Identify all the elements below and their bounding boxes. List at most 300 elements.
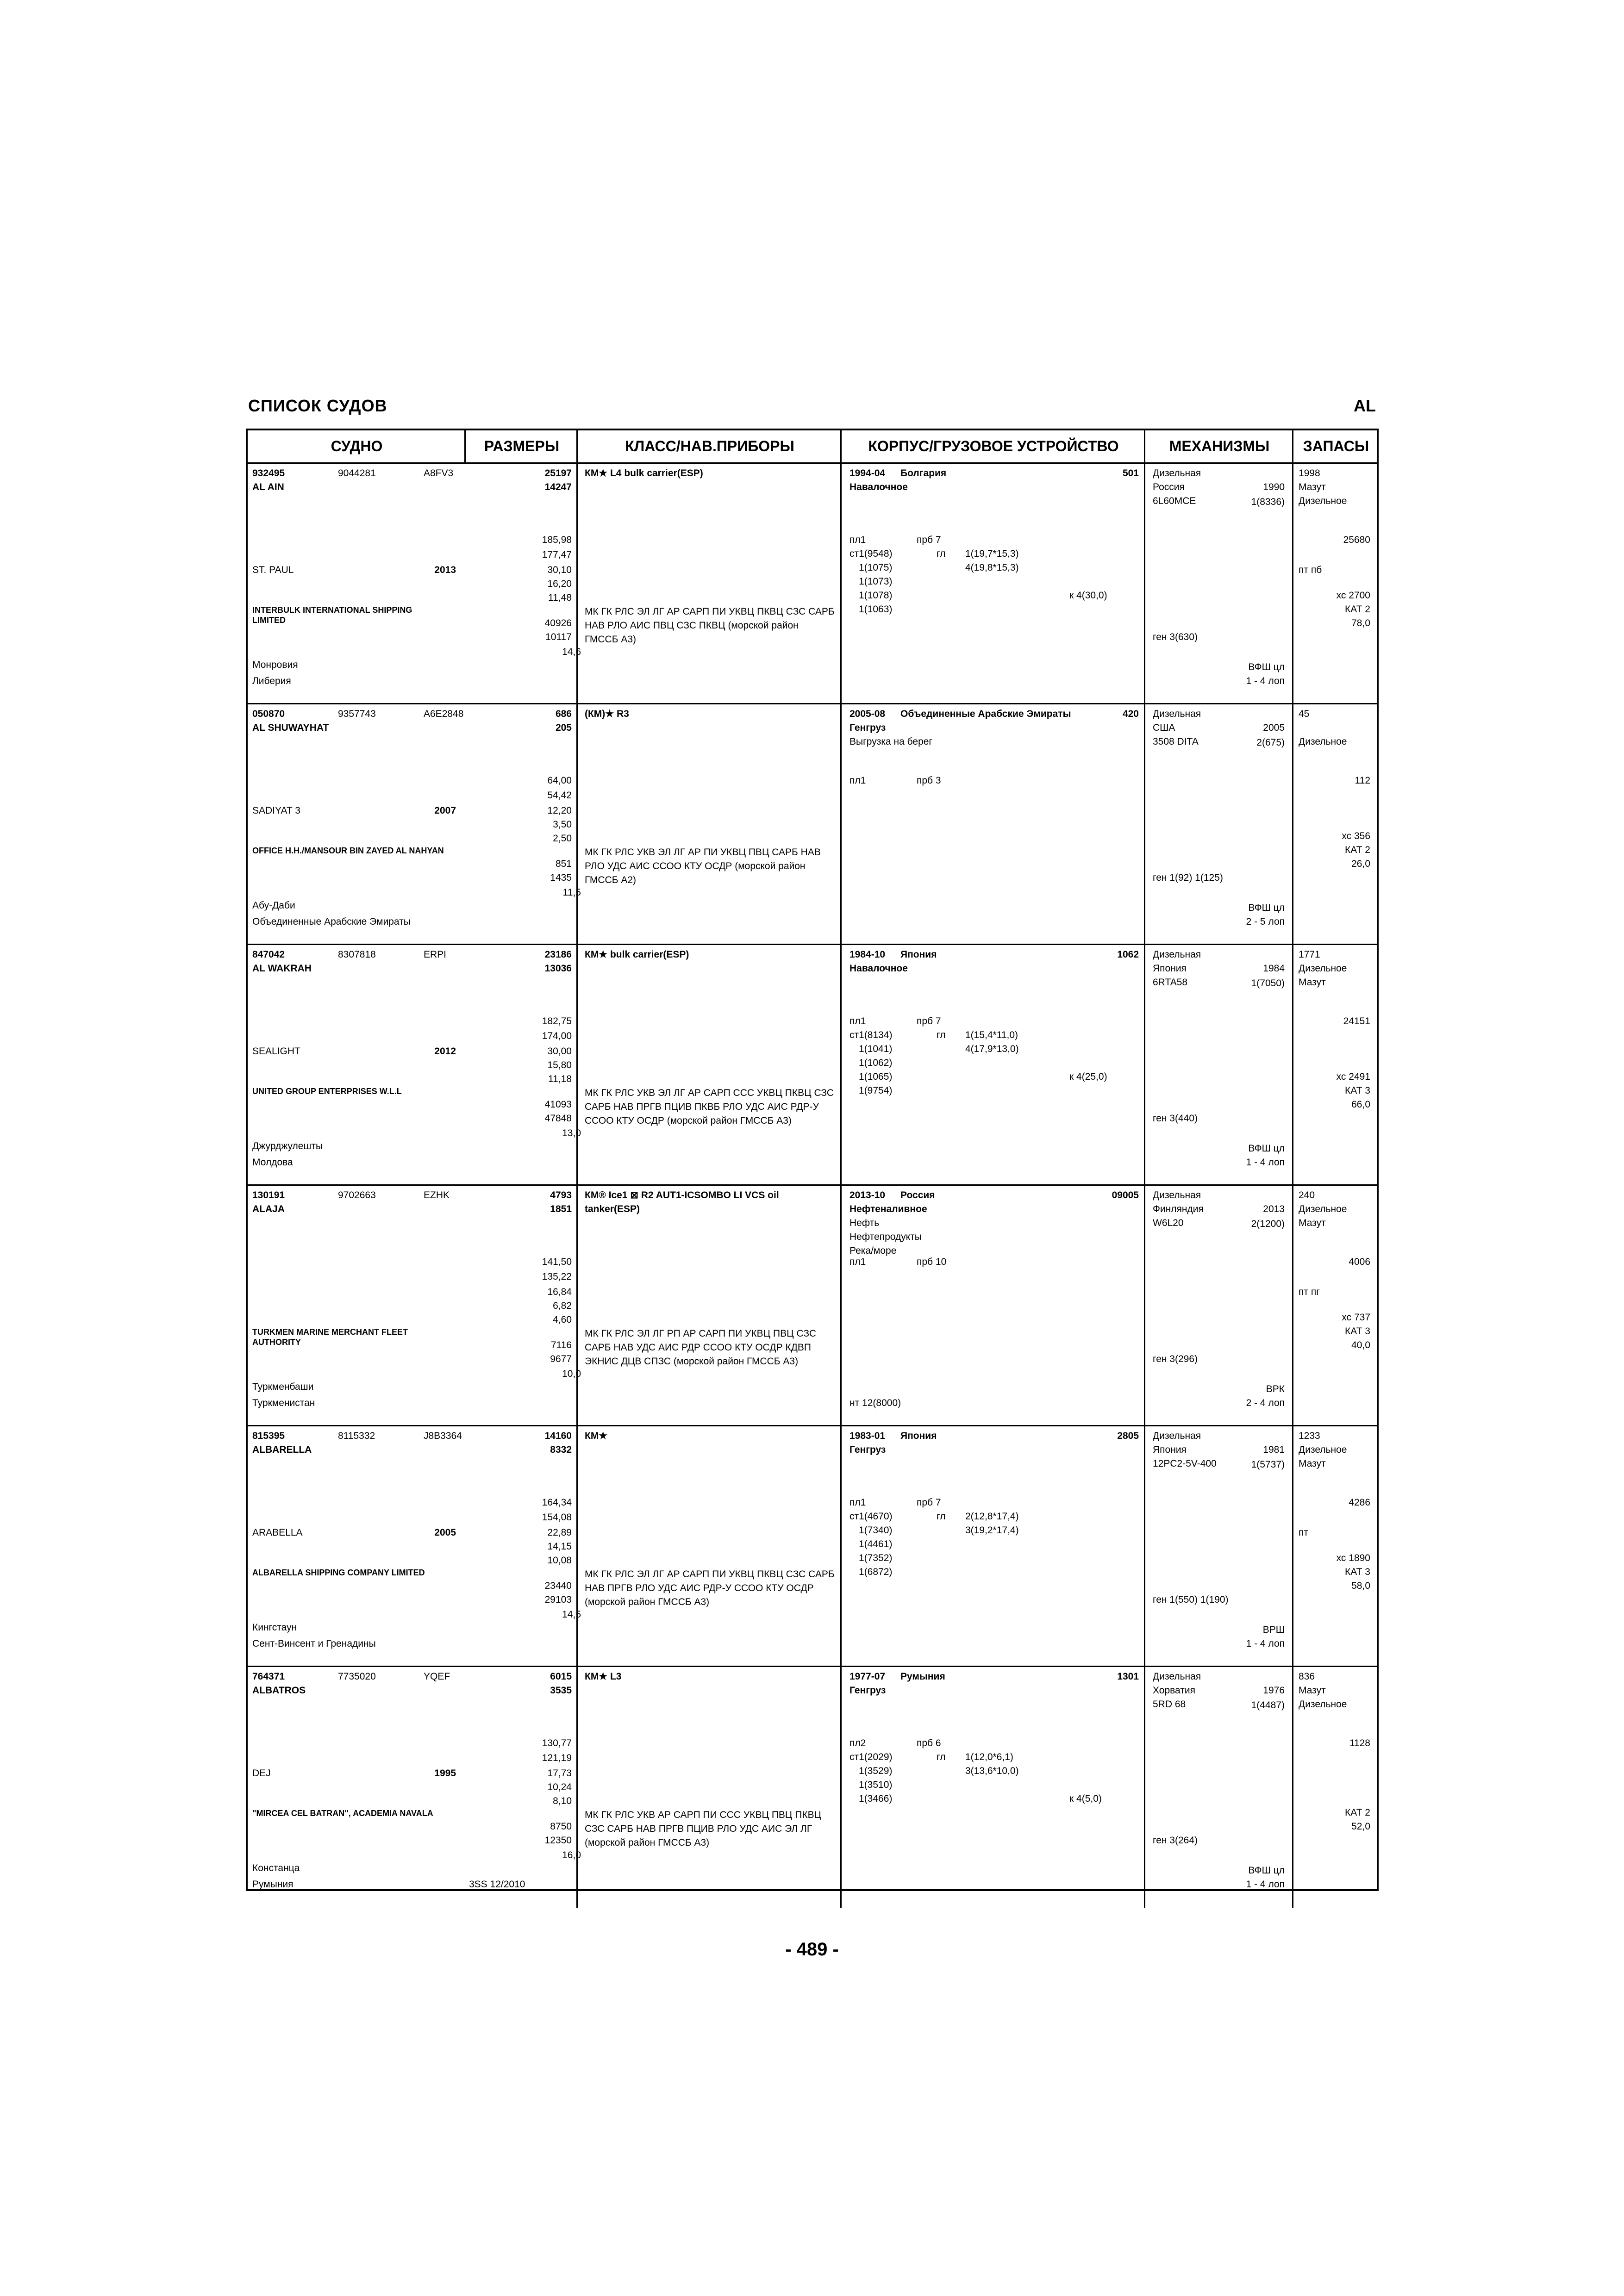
dimension-value: 16,20 bbox=[547, 579, 572, 589]
propeller: ВРК bbox=[1266, 1384, 1285, 1394]
propeller-blades: 2 - 4 лоп bbox=[1246, 1398, 1285, 1408]
dimension-value: 1851 bbox=[550, 1204, 572, 1214]
supply-value: 66,0 bbox=[1351, 1099, 1370, 1110]
propeller-blades: 2 - 5 лоп bbox=[1246, 916, 1285, 927]
column-divider bbox=[840, 945, 842, 1186]
hull-item: ст1(9548) bbox=[849, 548, 893, 559]
dimension-value: 11,5 bbox=[562, 887, 581, 898]
imo-number: 7735020 bbox=[338, 1671, 376, 1682]
flag-state: Туркменистан bbox=[252, 1398, 315, 1408]
dimension-value: 9677 bbox=[550, 1354, 572, 1364]
engine-type: Дизельная bbox=[1153, 1190, 1201, 1201]
dimension-value: 16,84 bbox=[547, 1287, 572, 1297]
dimension-value: 14,5 bbox=[562, 1609, 581, 1620]
supply-value: хс 2491 bbox=[1336, 1071, 1370, 1082]
call-sign: EZHK bbox=[424, 1190, 450, 1201]
hull-item: 1(3510) bbox=[859, 1780, 893, 1790]
home-port: Монровия bbox=[252, 660, 298, 670]
column-divider bbox=[1144, 430, 1145, 464]
hull-item: 1(9754) bbox=[859, 1085, 893, 1096]
column-header-hull: КОРПУС/ГРУЗОВОЕ УСТРОЙСТВО bbox=[842, 430, 1145, 464]
column-divider bbox=[1292, 1667, 1293, 1908]
ship-type: Нефтеналивное bbox=[849, 1204, 927, 1214]
class-notation: КМ★ L4 bulk carrier(ESP) bbox=[585, 468, 703, 479]
engine-type: Дизельная bbox=[1153, 709, 1201, 719]
dimension-value: 30,10 bbox=[547, 565, 572, 575]
reg-number: 764371 bbox=[252, 1671, 285, 1682]
column-divider bbox=[1144, 704, 1145, 945]
propeller: ВФШ цл bbox=[1248, 662, 1285, 672]
yard-number: 420 bbox=[1122, 709, 1139, 719]
propeller-blades: 1 - 4 лоп bbox=[1246, 676, 1285, 686]
generators: ген 3(264) bbox=[1153, 1835, 1198, 1846]
home-port: Кингстаун bbox=[252, 1622, 297, 1633]
flag-state: Либерия bbox=[252, 676, 291, 686]
column-divider bbox=[1292, 1186, 1293, 1426]
dimension-value: 40926 bbox=[544, 618, 572, 628]
column-divider bbox=[1144, 1426, 1145, 1667]
engine-power: 2(675) bbox=[1256, 737, 1285, 748]
supply-value: КАТ 3 bbox=[1345, 1567, 1370, 1577]
hull-item: 1(1078) bbox=[859, 590, 893, 601]
propeller: ВФШ цл bbox=[1248, 1865, 1285, 1876]
former-name: DEJ bbox=[252, 1768, 271, 1779]
column-divider bbox=[840, 704, 842, 945]
engine-country: США bbox=[1153, 722, 1175, 733]
dimension-value: 12,20 bbox=[547, 805, 572, 816]
dimension-value: 47848 bbox=[544, 1113, 572, 1124]
engine-model: 12PC2-5V-400 bbox=[1153, 1458, 1217, 1469]
dimension-value: 10,08 bbox=[547, 1555, 572, 1566]
ship-type: Нефтепродукты bbox=[849, 1232, 922, 1242]
dimension-value: 10,24 bbox=[547, 1782, 572, 1792]
build-country: Болгария bbox=[900, 468, 947, 479]
supply-value: 1998 bbox=[1299, 468, 1320, 479]
dimension-value: 14247 bbox=[544, 482, 572, 492]
engine-country: Хорватия bbox=[1153, 1685, 1195, 1696]
hull-item: 1(7352) bbox=[859, 1553, 893, 1563]
dimension-value: 29103 bbox=[544, 1594, 572, 1605]
build-date: 1977-07 bbox=[849, 1671, 886, 1682]
call-sign: ERPI bbox=[424, 949, 447, 960]
dimension-value: 23440 bbox=[544, 1580, 572, 1591]
dimension-value: 4793 bbox=[550, 1190, 572, 1201]
imo-number: 9044281 bbox=[338, 468, 376, 479]
home-port: Констанца bbox=[252, 1863, 300, 1873]
dimension-value: 121,19 bbox=[542, 1753, 572, 1763]
supply-value: 58,0 bbox=[1351, 1580, 1370, 1591]
hull-item: гл bbox=[937, 548, 946, 559]
hull-item: 1(3529) bbox=[859, 1766, 893, 1776]
page-number: - 489 - bbox=[785, 1939, 839, 1960]
supply-value: 112 bbox=[1355, 775, 1370, 786]
engine-model: 6RTA58 bbox=[1153, 977, 1188, 988]
yard-number: 1301 bbox=[1117, 1671, 1139, 1682]
dimension-value: 154,08 bbox=[542, 1512, 572, 1523]
reg-number: 050870 bbox=[252, 709, 285, 719]
nav-equipment: МК ГК РЛС ЭЛ ЛГ АР САРП ПИ УКВЦ ПКВЦ СЗС САРБ НАВ РЛО АИС ПВЦ СЗС ПКВЦ (морской район ГМССБ А3) bbox=[585, 606, 835, 645]
supply-value: 40,0 bbox=[1351, 1340, 1370, 1350]
hull-item: ст1(8134) bbox=[849, 1030, 893, 1040]
ship-name: ALBARELLA bbox=[252, 1444, 312, 1455]
yard-number: 501 bbox=[1122, 468, 1139, 479]
supply-value: 78,0 bbox=[1351, 618, 1370, 628]
supply-value: 4286 bbox=[1349, 1497, 1370, 1508]
dimension-value: 7116 bbox=[550, 1340, 572, 1350]
hull-item: 1(3466) bbox=[859, 1793, 893, 1804]
nav-equipment: МК ГК РЛС ЭЛ ЛГ АР САРП ПИ УКВЦ ПКВЦ СЗС САРБ НАВ ПРГВ РЛО УДС АИС РДР-У ССОО КТУ ОСДР (морской район ГМССБ А3) bbox=[585, 1569, 835, 1607]
hull-item: ст1(2029) bbox=[849, 1752, 893, 1762]
column-header-machinery: МЕХАНИЗМЫ bbox=[1145, 430, 1293, 464]
engine-year: 2013 bbox=[1263, 1204, 1285, 1214]
hull-item: 1(1065) bbox=[859, 1071, 893, 1082]
reg-number: 130191 bbox=[252, 1190, 285, 1201]
hull-item: 1(4461) bbox=[859, 1539, 893, 1549]
supply-value: КАТ 2 bbox=[1345, 604, 1370, 615]
column-divider bbox=[576, 1667, 578, 1908]
column-divider bbox=[1292, 430, 1293, 464]
class-notation: КМ★ bbox=[585, 1431, 608, 1441]
engine-model: 3508 DITA bbox=[1153, 736, 1199, 747]
hull-item: 3(13,6*10,0) bbox=[965, 1766, 1019, 1776]
flag-state: Молдова bbox=[252, 1157, 293, 1168]
engine-model: 5RD 68 bbox=[1153, 1699, 1186, 1710]
build-date: 2005-08 bbox=[849, 709, 886, 719]
column-divider bbox=[1144, 1667, 1145, 1908]
supply-value: Мазут bbox=[1299, 1458, 1326, 1469]
owner-name: OFFICE H.H./MANSOUR BIN ZAYED AL NAHYAN bbox=[252, 846, 444, 855]
hull-item: прб 7 bbox=[917, 1016, 941, 1027]
hull-item: ст1(4670) bbox=[849, 1511, 893, 1522]
dimension-value: 11,18 bbox=[548, 1074, 572, 1084]
dimension-value: 13,0 bbox=[562, 1128, 581, 1139]
ship-type: Навалочное bbox=[849, 482, 908, 492]
hull-item: 1(1073) bbox=[859, 576, 893, 587]
column-header-supplies: ЗАПАСЫ bbox=[1293, 430, 1379, 464]
propeller: ВРШ bbox=[1262, 1624, 1285, 1635]
engine-type: Дизельная bbox=[1153, 1671, 1201, 1682]
flag-state: Сент-Винсент и Гренадины bbox=[252, 1638, 376, 1649]
nav-equipment: МК ГК РЛС ЭЛ ЛГ РП АР САРП ПИ УКВЦ ПВЦ СЗС САРБ НАВ УДС АИС РДР ССОО КТУ ОСДР КДВП ЭКНИС ДЦВ СПЗС (морской район ГМССБ А3) bbox=[585, 1328, 817, 1367]
engine-country: Финляндия bbox=[1153, 1204, 1204, 1214]
hull-item: 1(1041) bbox=[859, 1044, 893, 1054]
former-name: SADIYAT 3 bbox=[252, 805, 300, 816]
class-notation: КМ★ bulk carrier(ESP) bbox=[585, 949, 689, 960]
dimension-value: 130,77 bbox=[542, 1738, 572, 1748]
column-divider bbox=[1144, 945, 1145, 1186]
imo-number: 9702663 bbox=[338, 1190, 376, 1201]
engine-type: Дизельная bbox=[1153, 1431, 1201, 1441]
dimension-value: 8750 bbox=[550, 1821, 572, 1832]
call-sign: A8FV3 bbox=[424, 468, 454, 479]
build-date: 1984-10 bbox=[849, 949, 886, 960]
supply-value: 25680 bbox=[1343, 535, 1370, 545]
yard-number: 09005 bbox=[1112, 1190, 1139, 1201]
class-notation: КМ★ L3 bbox=[585, 1671, 622, 1682]
engine-type: Дизельная bbox=[1153, 468, 1201, 479]
ship-name: ALAJA bbox=[252, 1204, 285, 1214]
hull-item: 2(12,8*17,4) bbox=[965, 1511, 1019, 1522]
ship-name: AL SHUWAYHAT bbox=[252, 722, 329, 733]
hull-item: гл bbox=[937, 1030, 946, 1040]
column-divider bbox=[576, 1186, 578, 1426]
column-divider bbox=[840, 464, 842, 704]
hull-item: 1(7340) bbox=[859, 1525, 893, 1536]
supply-value: 24151 bbox=[1343, 1016, 1370, 1027]
column-divider bbox=[1144, 1186, 1145, 1426]
home-port: Туркменбаши bbox=[252, 1381, 314, 1392]
engine-model: 6L60MCE bbox=[1153, 496, 1196, 506]
hull-item: гл bbox=[937, 1752, 946, 1762]
class-notation: КМ® Ice1 ⊠ R2 AUT1-ICSOMBO LI VCS oil tanker(ESP) bbox=[585, 1190, 779, 1214]
call-sign: J8B3364 bbox=[424, 1431, 462, 1441]
column-divider bbox=[840, 1667, 842, 1908]
propeller-blades: 1 - 4 лоп bbox=[1246, 1157, 1285, 1168]
engine-power: 1(8336) bbox=[1251, 497, 1285, 507]
former-year: 2005 bbox=[434, 1527, 456, 1538]
dimension-value: 851 bbox=[555, 859, 572, 869]
former-year: 1995 bbox=[434, 1768, 456, 1779]
generators: ген 3(440) bbox=[1153, 1113, 1198, 1124]
ship-entry bbox=[248, 704, 1377, 945]
supply-value: хс 356 bbox=[1342, 831, 1370, 841]
former-name: ARABELLA bbox=[252, 1527, 303, 1538]
hull-item: 1(6872) bbox=[859, 1567, 893, 1577]
engine-power: 1(5737) bbox=[1251, 1459, 1285, 1470]
dimension-value: 14,6 bbox=[562, 647, 581, 657]
generators: ген 1(550) 1(190) bbox=[1153, 1594, 1229, 1605]
propeller: ВФШ цл bbox=[1248, 1143, 1285, 1154]
column-divider bbox=[840, 1186, 842, 1426]
hull-item: 3(19,2*17,4) bbox=[965, 1525, 1019, 1536]
hull-item: прб 7 bbox=[917, 1497, 941, 1508]
ship-type: Генгруз bbox=[849, 1685, 886, 1696]
engine-year: 1984 bbox=[1263, 963, 1285, 974]
generators: ген 1(92) 1(125) bbox=[1153, 872, 1223, 883]
home-port: Джурджулешты bbox=[252, 1141, 323, 1151]
dimension-value: 686 bbox=[555, 709, 572, 719]
column-divider bbox=[576, 464, 578, 704]
class-notation: (КМ)★ R3 bbox=[585, 709, 629, 719]
engine-model: W6L20 bbox=[1153, 1218, 1184, 1228]
build-country: Объединенные Арабские Эмираты bbox=[900, 709, 1071, 719]
supply-value: пт пг bbox=[1299, 1287, 1320, 1297]
dimension-value: 205 bbox=[555, 722, 572, 733]
build-date: 1983-01 bbox=[849, 1431, 886, 1441]
imo-number: 9357743 bbox=[338, 709, 376, 719]
hull-item: пл1 bbox=[849, 535, 866, 545]
hull-item: 1(1063) bbox=[859, 604, 893, 615]
hull-item: 1(15,4*11,0) bbox=[965, 1030, 1018, 1040]
hull-item: к 4(5,0) bbox=[1069, 1793, 1102, 1804]
imo-number: 8307818 bbox=[338, 949, 376, 960]
hull-item: пл2 bbox=[849, 1738, 866, 1748]
column-header-dimensions: РАЗМЕРЫ bbox=[466, 430, 578, 464]
former-year: 2007 bbox=[434, 805, 456, 816]
supply-value: Мазут bbox=[1299, 1685, 1326, 1696]
hull-item: пл1 bbox=[849, 775, 866, 786]
supply-value: КАТ 3 bbox=[1345, 1085, 1370, 1096]
hull-item: пл1 bbox=[849, 1016, 866, 1027]
reg-number: 932495 bbox=[252, 468, 285, 479]
dimension-value: 64,00 bbox=[547, 775, 572, 786]
hull-item: 1(1062) bbox=[859, 1058, 893, 1068]
supply-value: 26,0 bbox=[1351, 859, 1370, 869]
dimension-value: 1435 bbox=[550, 872, 572, 883]
engine-type: Дизельная bbox=[1153, 949, 1201, 960]
supply-value: хс 737 bbox=[1342, 1312, 1370, 1323]
page-title: СПИСОК СУДОВ bbox=[248, 396, 387, 415]
entries-container bbox=[248, 464, 1377, 1889]
engine-country: Россия bbox=[1153, 482, 1185, 492]
dimension-value: 41093 bbox=[544, 1099, 572, 1110]
supply-value: КАТ 3 bbox=[1345, 1326, 1370, 1337]
build-country: Россия bbox=[900, 1190, 935, 1201]
ship-type: Навалочное bbox=[849, 963, 908, 974]
ship-type: Выгрузка на берег bbox=[849, 736, 933, 747]
hull-item: 4(19,8*15,3) bbox=[965, 562, 1019, 573]
column-header-ship: СУДНО bbox=[248, 430, 466, 464]
supply-value: Дизельное bbox=[1299, 1444, 1347, 1455]
nav-equipment: МК ГК РЛС УКВ АР САРП ПИ ССС УКВЦ ПВЦ ПКВЦ СЗС САРБ НАВ ПРГВ ПЦИВ РЛО УДС АИС ЭЛ ЛГ (морской район ГМССБ А3) bbox=[585, 1810, 822, 1848]
column-divider bbox=[1144, 464, 1145, 704]
engine-power: 2(1200) bbox=[1251, 1219, 1285, 1229]
generators: ген 3(296) bbox=[1153, 1354, 1198, 1364]
engine-power: 1(7050) bbox=[1251, 978, 1285, 989]
owner-name: UNITED GROUP ENTERPRISES W.L.L bbox=[252, 1087, 402, 1096]
ship-type: Генгруз bbox=[849, 722, 886, 733]
supply-value: 240 bbox=[1299, 1190, 1315, 1201]
column-divider bbox=[576, 430, 578, 464]
dimension-value: 14,15 bbox=[547, 1541, 572, 1552]
flag-state: Объединенные Арабские Эмираты bbox=[252, 916, 411, 927]
former-name: SEALIGHT bbox=[252, 1046, 300, 1057]
hull-item: к 4(30,0) bbox=[1069, 590, 1107, 601]
supply-value: КАТ 2 bbox=[1345, 845, 1370, 855]
supply-value: Мазут bbox=[1299, 977, 1326, 988]
nav-equipment: МК ГК РЛС УКВ ЭЛ ЛГ АР САРП ССС УКВЦ ПКВЦ СЗС САРБ НАВ ПРГВ ПЦИВ ПКВБ РЛО УДС АИС РДР-У ССОО КТУ ОСДР (морской район ГМССБ А3) bbox=[585, 1088, 834, 1126]
supply-value: Дизельное bbox=[1299, 736, 1347, 747]
supply-value: 1128 bbox=[1349, 1738, 1370, 1748]
ship-entry bbox=[248, 464, 1377, 704]
dimension-value: 185,98 bbox=[542, 535, 572, 545]
hull-item: 1(19,7*15,3) bbox=[965, 548, 1019, 559]
survey-note: 3SS 12/2010 bbox=[469, 1879, 525, 1890]
dimension-value: 8332 bbox=[550, 1444, 572, 1455]
dimension-value: 25197 bbox=[544, 468, 572, 479]
supply-value: Дизельное bbox=[1299, 1699, 1347, 1710]
engine-country: Япония bbox=[1153, 963, 1187, 974]
supply-value: 4006 bbox=[1349, 1257, 1370, 1267]
former-year: 2013 bbox=[434, 565, 456, 575]
propeller-blades: 1 - 4 лоп bbox=[1246, 1638, 1285, 1649]
call-sign: YQEF bbox=[424, 1671, 450, 1682]
dimension-value: 6,82 bbox=[553, 1300, 572, 1311]
hull-item: гл bbox=[937, 1511, 946, 1522]
supply-value: Дизельное bbox=[1299, 963, 1347, 974]
dimension-value: 14160 bbox=[544, 1431, 572, 1441]
ship-entry bbox=[248, 1426, 1377, 1667]
supply-value: КАТ 2 bbox=[1345, 1807, 1370, 1818]
hull-item: прб 3 bbox=[917, 775, 941, 786]
dimension-value: 10117 bbox=[545, 632, 572, 642]
ship-entry bbox=[248, 1667, 1377, 1908]
hull-item: пл1 bbox=[849, 1257, 866, 1267]
ship-type: Нефть bbox=[849, 1218, 880, 1228]
engine-year: 2005 bbox=[1263, 722, 1285, 733]
former-year: 2012 bbox=[434, 1046, 456, 1057]
supply-value: хс 2700 bbox=[1336, 590, 1370, 601]
hull-item: прб 7 bbox=[917, 535, 941, 545]
dimension-value: 4,60 bbox=[553, 1314, 572, 1325]
owner-name: ALBARELLA SHIPPING COMPANY LIMITED bbox=[252, 1568, 425, 1577]
dimension-value: 6015 bbox=[550, 1671, 572, 1682]
build-country: Румыния bbox=[900, 1671, 945, 1682]
column-divider bbox=[576, 704, 578, 945]
propeller: ВФШ цл bbox=[1248, 902, 1285, 913]
imo-number: 8115332 bbox=[338, 1431, 375, 1441]
column-header-class: КЛАСС/НАВ.ПРИБОРЫ bbox=[578, 430, 842, 464]
supply-value: 45 bbox=[1299, 709, 1310, 719]
engine-year: 1981 bbox=[1263, 1444, 1285, 1455]
generators: ген 3(630) bbox=[1153, 632, 1198, 642]
supply-value: 52,0 bbox=[1351, 1821, 1370, 1832]
dimension-value: 16,0 bbox=[562, 1850, 581, 1860]
ship-entry bbox=[248, 1186, 1377, 1426]
column-divider bbox=[464, 430, 466, 464]
hull-item: 4(17,9*13,0) bbox=[965, 1044, 1019, 1054]
hull-item: прб 10 bbox=[917, 1257, 947, 1267]
column-divider bbox=[1292, 945, 1293, 1186]
dimension-value: 177,47 bbox=[542, 549, 572, 560]
ship-name: AL AIN bbox=[252, 482, 284, 492]
reg-number: 815395 bbox=[252, 1431, 285, 1441]
owner-name: "MIRCEA CEL BATRAN", ACADEMIA NAVALA bbox=[252, 1809, 433, 1818]
flag-state: Румыния bbox=[252, 1879, 294, 1890]
dimension-value: 54,42 bbox=[547, 790, 572, 801]
supply-value: Мазут bbox=[1299, 482, 1326, 492]
dimension-value: 2,50 bbox=[553, 833, 572, 844]
dimension-value: 17,73 bbox=[547, 1768, 572, 1779]
supply-value: пт пб bbox=[1299, 565, 1322, 575]
supply-value: 1233 bbox=[1299, 1431, 1320, 1441]
engine-country: Япония bbox=[1153, 1444, 1187, 1455]
dimension-value: 3,50 bbox=[553, 819, 572, 830]
dimension-value: 164,34 bbox=[542, 1497, 572, 1508]
propeller-blades: 1 - 4 лоп bbox=[1246, 1879, 1285, 1890]
column-divider bbox=[1292, 1426, 1293, 1667]
hull-item: прб 6 bbox=[917, 1738, 941, 1748]
yard-number: 1062 bbox=[1117, 949, 1139, 960]
ship-type: Река/море bbox=[849, 1245, 897, 1256]
home-port: Абу-Даби bbox=[252, 900, 295, 911]
ship-register-table bbox=[246, 429, 1379, 1891]
build-country: Япония bbox=[900, 949, 937, 960]
owner-name: INTERBULK INTERNATIONAL SHIPPING LIMITED bbox=[252, 605, 412, 625]
ship-name: ALBATROS bbox=[252, 1685, 306, 1696]
former-name: ST. PAUL bbox=[252, 565, 294, 575]
hull-item: пл1 bbox=[849, 1497, 866, 1508]
build-date: 1994-04 bbox=[849, 468, 886, 479]
engine-year: 1976 bbox=[1263, 1685, 1285, 1696]
column-divider bbox=[576, 1426, 578, 1667]
engine-year: 1990 bbox=[1263, 482, 1285, 492]
dimension-value: 11,48 bbox=[548, 592, 572, 603]
owner-name: TURKMEN MARINE MERCHANT FLEET AUTHORITY bbox=[252, 1327, 408, 1347]
supply-value: пт bbox=[1299, 1527, 1308, 1538]
column-divider bbox=[1292, 464, 1293, 704]
ship-name: AL WAKRAH bbox=[252, 963, 312, 974]
